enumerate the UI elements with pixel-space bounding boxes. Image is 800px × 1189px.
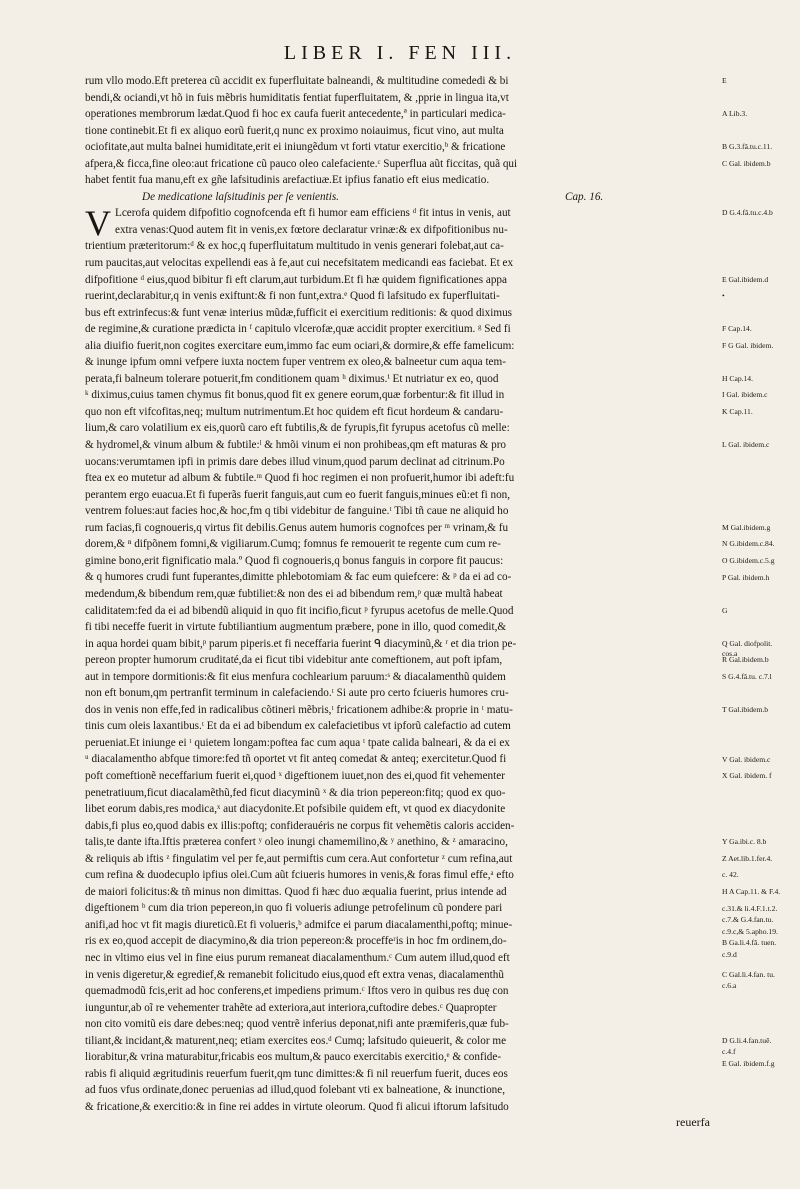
margin-note: F Cap.14. bbox=[722, 324, 752, 334]
text-line: fi tibi neceffe fuerit in virtute fubtiliantium augmentum præbere, pone in illo, quod comedit,& bbox=[85, 621, 507, 634]
margin-note: D G.li.4.fan.tuẽ. bbox=[722, 1035, 772, 1045]
margin-note: cos.a bbox=[722, 648, 738, 658]
text-line: tione continebit.Et fi ex aliquo eorũ fuerit,q nunc ex proximo noiauimus, ficut vino, aut multa bbox=[85, 124, 504, 137]
catchword: reuerfa bbox=[676, 1115, 710, 1129]
text-line: aut in tempore dormitionis:& fit eius menfura cochlearium paruum:ˢ & diacalamenthũ quidem bbox=[85, 670, 506, 683]
text-line: de maiori folicitus:& tñ minus non dimittas. Quod fi hæc duo æqualia fuerint, prius intende ad bbox=[85, 885, 507, 898]
text-line: ris ex eo,quod accepit de diacymino,& dia trion pepereon:& proceffeʳis in hoc fm ordinem,do- bbox=[85, 935, 507, 948]
text-line: cum refina & duodecuplo ipfius olei.Cum aũt fciueris humores in venis,& foras fimul effe,ᵃ efto bbox=[85, 869, 514, 882]
margin-note: E bbox=[722, 76, 727, 85]
text-line: gimine bono,erit fignificatio mala.º Quod fi cognoueris,q bonus fanguis in corpore fit paucus: bbox=[85, 554, 504, 567]
text-line: bus eft extrinfecus:& funt venæ interius mũdæ,fufficit ei exercitium reditionis: & quod diximus bbox=[85, 306, 513, 319]
text-line: lium,& caro volatilium ex eis,quorũ caro eft fubtilis,& de fyrupis,fit fyrupus acetofus cũ melle: bbox=[85, 422, 510, 435]
margin-note: V Gal. ibidem.c bbox=[722, 754, 771, 764]
text-line: nec in vltimo eius vel in fine eius purum remaneat diacalamenthum.ᶜ Cum autem illud,quod eft bbox=[85, 951, 510, 964]
text-line: ᵏ diximus,cuius tamen chymus fit bonus,quod fit ex genere eorum,quæ forbentur:& fit illud in bbox=[85, 389, 505, 402]
text-line: difpofitione ᵈ eius,quod bibitur fi eft clarum,aut turbidum.Et fi hæ quidem fignificationes appa bbox=[85, 273, 507, 286]
margin-note: T Gal.ibidem.b bbox=[722, 704, 769, 714]
text-line: & q humores crudi funt fuperantes,dimitte phlebotomiam & fac eum quiefcere: & ᵖ da ei ad co- bbox=[85, 571, 512, 584]
text-line: & inunge ipfum omni vefpere iuxta noctem fuper ventrem ex oleo,& balneetur cum aqua tem- bbox=[85, 356, 506, 369]
margin-note: L Gal. ibidem.c bbox=[722, 440, 770, 450]
text-line: iunguntur,ab oĩ re vehementer trahẽte ad exteriora,aut interiora,cuftodire debes.ᶜ Quapropter bbox=[85, 1001, 497, 1014]
text-line: operationes membrorum lædat.Quod fi hoc ex caufa fuerit antecedente,ª in particulari medica- bbox=[85, 108, 506, 121]
margin-note: E Gal.ibidem.d bbox=[722, 274, 769, 284]
text-line: ftea ex eo mutetur ad album & fubtile.ᵐ Quod fi hoc regimen ei non profuerit,humor ibi adeft:fu bbox=[85, 472, 515, 485]
text-line: rum vllo modo.Eft preterea cũ accidit ex fuperfluitate balneandi, & multitudine comededi & bi bbox=[85, 75, 509, 87]
margin-note: c. 42. bbox=[722, 870, 739, 880]
margin-note: S G.4.fã.tu. c.7.l bbox=[722, 671, 772, 681]
margin-note: Y Ga.ibi.c. 8.b bbox=[722, 837, 767, 847]
main-text-block bbox=[85, 73, 712, 1115]
margin-note: D G.4.fã.tu.c.4.b bbox=[722, 208, 773, 218]
text-line: penetratiuum,ficut diacalamẽthũ,fed ficut diacyminũ ˣ & dia trion pepereon:fitq; quod ex quo- bbox=[85, 786, 506, 799]
margin-note: E Gal. ibidem.f.g bbox=[722, 1059, 775, 1069]
text-line: perantem ergo euacua.Et fi fuperãs fuerit fanguis,aut cum eo fuerit fanguis,minues eũ:et fi non, bbox=[85, 488, 511, 501]
text-line: habet fentit fua manu,eft ex gñe lafsitudinis arefactiuæ.Et ipfius fanatio eft eius medicatio. bbox=[85, 174, 490, 187]
margin-note: B G.3.fã.tu.c.11. bbox=[722, 142, 773, 152]
margin-note: P Gal. ibidem.h bbox=[722, 572, 770, 582]
margin-note: c.7.& G.4.fan.tu. bbox=[722, 915, 774, 925]
margin-note: O G.ibidem.c.5.g bbox=[722, 555, 775, 565]
margin-note: c.9.d bbox=[722, 949, 737, 959]
margin-note: B Ga.li.4.fã. tuen. bbox=[722, 938, 777, 948]
text-line: & reliquis ab iftis ᶻ fingulatim vel per fe,aut permiftis cum cera.Aut confortetur ᶻ cum refina,aut bbox=[85, 852, 513, 865]
text-line: talis,te dante ifta.Iftis præterea confert ʸ oleo inungi chamemilino,& ʸ anethino, & ᶻ amaracino, bbox=[85, 836, 508, 849]
text-line: de regimine,& curatione prædicta in ᶠ capitulo vlcerofæ,quæ accidit propter exercitium. ᵍ Sed fi bbox=[85, 323, 511, 336]
margin-note: R Gal.ibidem.b bbox=[722, 655, 769, 665]
text-line: caliditatem:fed da ei ad bibendũ aliquid in quo fit incifio,ficut ᵖ fyrupus acetofus de melle.Quod bbox=[85, 604, 514, 617]
text-line: rum facias,fi cognoueris,q virtus fit debilis.Genus autem humoris cognofces per ᵐ vrinam,& fu bbox=[85, 521, 509, 534]
chapter-paragraph bbox=[85, 205, 712, 1115]
text-line: ociofitate,aut multa balnei humiditate,erit ei iniungẽdum vt forti vtatur exercitio,ᵇ & fricatione bbox=[85, 141, 506, 154]
text-line: & fricatione,& exercitio:& in fine rei addes in virtute oleorum. Quod fi alicui iftorum lafsitudo bbox=[85, 1100, 509, 1113]
margin-note: Q Gal. diofpolit. bbox=[722, 638, 773, 648]
text-line: trientium præteritorum:ᵈ & ex hoc,q fuperfluitatum multitudo in venis generari folebat,aut ca- bbox=[85, 240, 504, 253]
text-line: uocans:verumtamen ipfi in primis dare debes illud vinum,quod parum declinat ad citrinum.Po bbox=[85, 455, 505, 468]
text-line: tinis cum oleis laxantibus.ᵗ Et da ei ad bibendum ex calefacietibus vt ipforũ calefactio ad cutem bbox=[85, 720, 511, 733]
text-line: bendi,& ociandi,vt hõ in fuis mẽbris humiditatis fentiat fuperfluitatem, & ,pprie in lingua ita,vt bbox=[85, 91, 509, 104]
running-header: LIBER I. FEN III. bbox=[283, 42, 517, 64]
section-heading bbox=[85, 189, 712, 206]
chapter-number: Cap. 16. bbox=[565, 190, 604, 203]
margin-note: F G Gal. ibidem. bbox=[722, 340, 774, 350]
margin-note: I Gal. ibidem.c bbox=[722, 390, 768, 400]
margin-note: c.31.& li.4.F.1.t.2. bbox=[722, 903, 778, 913]
text-line: digeftionem ᵇ cum dia trion pepereon,in quo fi volueris adiunge petrofelinum cũ pondere pari bbox=[85, 902, 503, 915]
text-line: dorem,& ⁿ difpõnem fomni,& vigiliarum.Cumq; fomnus fe remouerit te regente cum cum re- bbox=[85, 538, 501, 551]
text-line: Lcerofa quidem difpofitio cognofcenda eft fi humor eam efficiens ᵈ fit intus in venis, aut bbox=[115, 207, 511, 220]
text-line: alia diuifio fuerit,non cogites exercitare eum,immo fac eum ociari,& dormire,& effe famelicum: bbox=[85, 339, 515, 352]
text-line: poft comeftionẽ neceffarium fuerit ei,quod ˣ digeftionem iuuet,non des ei,quod fit vehementer bbox=[85, 769, 505, 782]
margin-note: c.4.f bbox=[722, 1047, 736, 1057]
text-line: quemadmodũ fcis,erit ad hoc conferens,et impediens primum.ᶜ Iftos vero in quibus res duę con bbox=[85, 985, 509, 998]
text-line: tiliant,& incidant,& maturent,neq; etiam exercites eos.ᵈ Cumq; lafsitudo quieuerit, & color me bbox=[85, 1034, 507, 1047]
text-line: in aqua hordei quam bibit,ᵖ parum piperis.et fi neceffaria fuerint ᑫ diacyminũ,& ʳ et dia trion pe- bbox=[85, 637, 517, 650]
text-line: perata,fi balneum tolerare potuerit,fm conditionem quam ʰ diximus.ⁱ Et nutriatur ex eo, quod bbox=[85, 372, 499, 385]
text-line: extra venas:Quod autem fit in venis,ex fœtore declaratur vrinæ:& ex difpofitionibus nu- bbox=[115, 223, 508, 236]
text-line: perueniat.Et iniunge ei ᵗ quietem longam:poftea fac cum aqua ᵗ tpate calida balneari, & da ei ex bbox=[85, 736, 510, 749]
section-title: De medicatione laſsitudinis per ſe venientis. bbox=[142, 190, 339, 203]
text-line: dabis,fi plus eo,quod dabis ex illis:poftq; confiderauéris ne corpus fit vehemẽtis caloris acciden- bbox=[85, 819, 515, 832]
text-line: ventrem folues:aut facies hoc,& hoc,fm q tibi videbitur de fanguine.ᵗ Tibi tñ caue ne aliquid ho bbox=[85, 505, 509, 518]
text-line: libet eorum dabis,res modica,ˣ aut diacydonite.Et pofsibile quidem eft, vt quod ex diacydonite bbox=[85, 803, 506, 816]
text-line: & hydromel,& vinum album & fubtile:ˡ & hmõi vinum ei non prohibeas,qm eft maturas & pro bbox=[85, 439, 507, 452]
text-line: non eft bonum,qm pertranfit terminum in calefaciendo.ᵗ Si aute pro certo fciueris humores cru- bbox=[85, 687, 509, 700]
text-line: ad fuos vfus ordinate,donec peruenias ad illud,quod folebant vti ex balneatione, & inunctione, bbox=[85, 1084, 506, 1097]
text-line: rum paucitas,aut velocitas expellendi eas à fe,aut cui necefsitatem medicandi eas faciebat. Et ex bbox=[85, 257, 514, 270]
margin-note: N G.ibidem.c.84. bbox=[722, 539, 775, 549]
text-line: ruerint,declarabitur,q in venis exiftunt:& fi non funt,extra.ᵉ Quod fi lafsitudo ex fuperfluitati- bbox=[85, 290, 500, 303]
margin-note: H A Cap.11. & F.4. bbox=[722, 886, 781, 896]
margin-note: c.9.c,& 5.apho.19. bbox=[722, 926, 778, 936]
text-line: pereon propter humorum cruditaté,da ei ficut tibi videbitur ante comeftionem, aut poft ipfam, bbox=[85, 654, 503, 667]
margin-note: M Gal.ibidem.g bbox=[722, 522, 771, 532]
margin-note: C Gal.li.4.fan. tu. bbox=[722, 969, 775, 979]
margin-note: c.6.a bbox=[722, 981, 737, 991]
text-line: anifi,ad hoc vt fit magis diureticũ.Et fi volueris,ᵇ admifce ei parum diacalamenthi,poftq; minue- bbox=[85, 918, 513, 931]
text-line: liorabitur,& vrina maturabitur,fricabis eos multum,& pauco exercitabis exercitio,ᵉ & confide- bbox=[85, 1051, 502, 1064]
margin-note: Z Aet.lib.1.fer.4. bbox=[722, 853, 773, 863]
paragraph-continuation bbox=[85, 73, 712, 189]
text-line: non cito vomitũ eis dare debes:neq; quod ventrẽ inferius deponat,nifi ante præmiferis,quæ fub- bbox=[85, 1018, 509, 1031]
text-line: rabis fi aliquid ægritudinis reuerfum fuerit,qm tunc dimittes:& fi nil reuerfum fuerit, duces eos bbox=[85, 1067, 508, 1080]
text-line: afpera,& ficca,fine oleo:aut fricatione cũ pauco oleo calefaciente.ᶜ Superflua aũt ficcitas, quã qui bbox=[85, 157, 518, 170]
margin-note: A Lib.3. bbox=[722, 109, 748, 119]
margin-note: C Gal. ibidem.b bbox=[722, 158, 771, 168]
margin-note: • bbox=[722, 291, 725, 301]
text-line: in venis digeretur,& egredief,& remanebit folicitudo eius,quod eft extra venas, diacalamenthũ bbox=[85, 968, 504, 981]
text-line: ᵘ diacalamentho abfque timore:fed tñ oportet vt fit anteq comedat & anteq; exercitetur.Quod fi bbox=[85, 753, 507, 766]
text-line: dos in venis non effe,fed in radicalibus cõtineri mẽbris,ᵗ fricationem adhibe:& proprie in ᵗ matu- bbox=[85, 703, 513, 716]
text-line: medendum,& bibendum rem,quæ fubtiliet:& non des ei ad bibendum rem,ᵖ quæ multã habeat bbox=[85, 587, 503, 600]
drop-capital: V bbox=[85, 203, 111, 244]
margin-note: X Gal. ibidem. f bbox=[722, 771, 772, 781]
text-line: quo non eft vifcofitas,neq; multum nutrimentum.Et hoc quidem eft ficut hordeum & candaru- bbox=[85, 405, 504, 418]
margin-note: G bbox=[722, 605, 728, 615]
margin-note: K Cap.11. bbox=[722, 407, 753, 416]
margin-note: H Cap.14. bbox=[722, 373, 754, 383]
